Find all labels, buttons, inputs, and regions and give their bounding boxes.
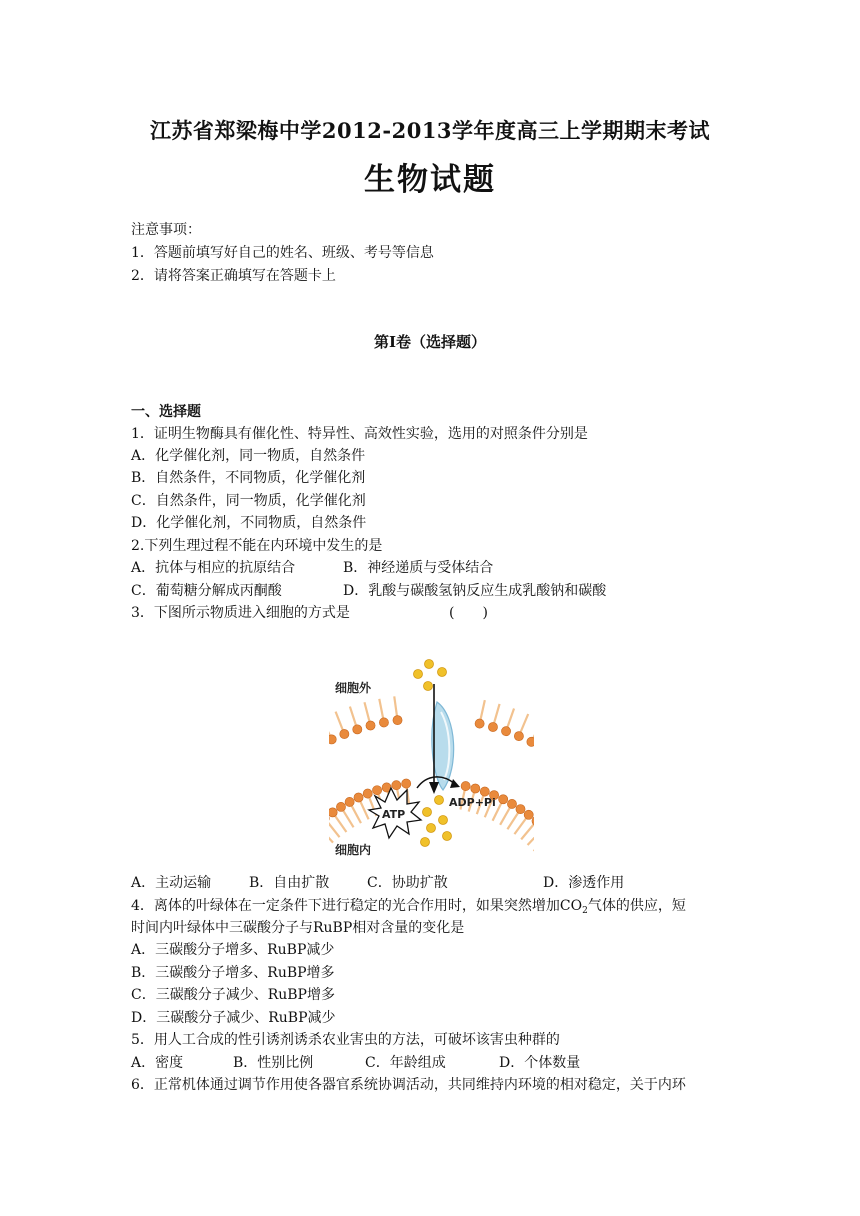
- question-stem: 时间内叶绿体中三碳酸分子与RuBP相对含量的变化是: [131, 920, 465, 936]
- option: D．渗透作用: [543, 875, 625, 891]
- inside-label: 细胞内: [335, 843, 372, 857]
- notes-heading: 注意事项：: [131, 222, 201, 238]
- option: B．三碳酸分子增多、RuBP增多: [131, 965, 335, 981]
- option: D．个体数量: [499, 1055, 581, 1071]
- answer-blank: ( ): [449, 605, 488, 621]
- exam-title: 江苏省郑梁梅中学2012-2013学年度高三上学期期末考试: [149, 118, 711, 143]
- option: A．化学催化剂，同一物质，自然条件: [131, 448, 366, 464]
- membrane-transport-figure: [329, 650, 534, 864]
- option: D．三碳酸分子减少、RuBP减少: [131, 1010, 336, 1026]
- question-stem: 2.下列生理过程不能在内环境中发生的是: [131, 538, 383, 554]
- outside-label: 细胞外: [335, 681, 372, 695]
- adp-label: ADP+Pi: [449, 796, 496, 809]
- question-stem: 6．正常机体通过调节作用使各器官系统协调活动，共同维持内环境的相对稳定，关于内环: [131, 1077, 686, 1093]
- option: C．年龄组成: [365, 1055, 446, 1071]
- option-row: [131, 874, 624, 892]
- question-stem-row: [131, 604, 488, 622]
- note-item: 2．请将答案正确填写在答题卡上: [131, 268, 336, 284]
- option-row: [131, 559, 493, 577]
- option: C．自然条件，同一物质，化学催化剂: [131, 493, 366, 509]
- note-item: 1．答题前填写好自己的姓名、班级、考号等信息: [131, 245, 434, 261]
- exam-subtitle: 生物试题: [364, 162, 496, 198]
- option: D．乳酸与碳酸氢钠反应生成乳酸钠和碳酸: [343, 583, 607, 599]
- option: A．抗体与相应的抗原结合: [131, 560, 296, 576]
- option: C．三碳酸分子减少、RuBP增多: [131, 987, 335, 1003]
- option: D．化学催化剂，不同物质，自然条件: [131, 515, 367, 531]
- question-stem: 5．用人工合成的性引诱剂诱杀农业害虫的方法，可破坏该害虫种群的: [131, 1032, 560, 1048]
- part-heading: 一、选择题: [131, 404, 201, 420]
- option-row: [131, 582, 606, 600]
- option: C．葡萄糖分解成丙酮酸: [131, 583, 282, 599]
- question-stem-part: 气体的供应，短: [587, 898, 686, 914]
- option: A．密度: [131, 1055, 184, 1071]
- atp-label: ATP: [382, 808, 406, 821]
- question-stem: 3．下图所示物质进入细胞的方式是: [131, 605, 350, 621]
- option: B．性别比例: [233, 1055, 314, 1071]
- option-row: [131, 1054, 580, 1072]
- section-title: 第I卷（选择题）: [373, 333, 487, 351]
- option: A．主动运输: [131, 875, 212, 891]
- question-stem-part: 4．离体的叶绿体在一定条件下进行稳定的光合作用时，如果突然增加CO: [131, 898, 583, 914]
- option: B．自由扩散: [249, 875, 330, 891]
- question-stem: 1．证明生物酶具有催化性、特异性、高效性实验，选用的对照条件分别是: [131, 426, 588, 442]
- question-stem: [131, 897, 686, 920]
- option: C．协助扩散: [367, 875, 448, 891]
- option: B．神经递质与受体结合: [343, 560, 494, 576]
- option: A．三碳酸分子增多、RuBP减少: [131, 942, 335, 958]
- subscript: 2: [582, 906, 588, 916]
- option: B．自然条件，不同物质，化学催化剂: [131, 470, 366, 486]
